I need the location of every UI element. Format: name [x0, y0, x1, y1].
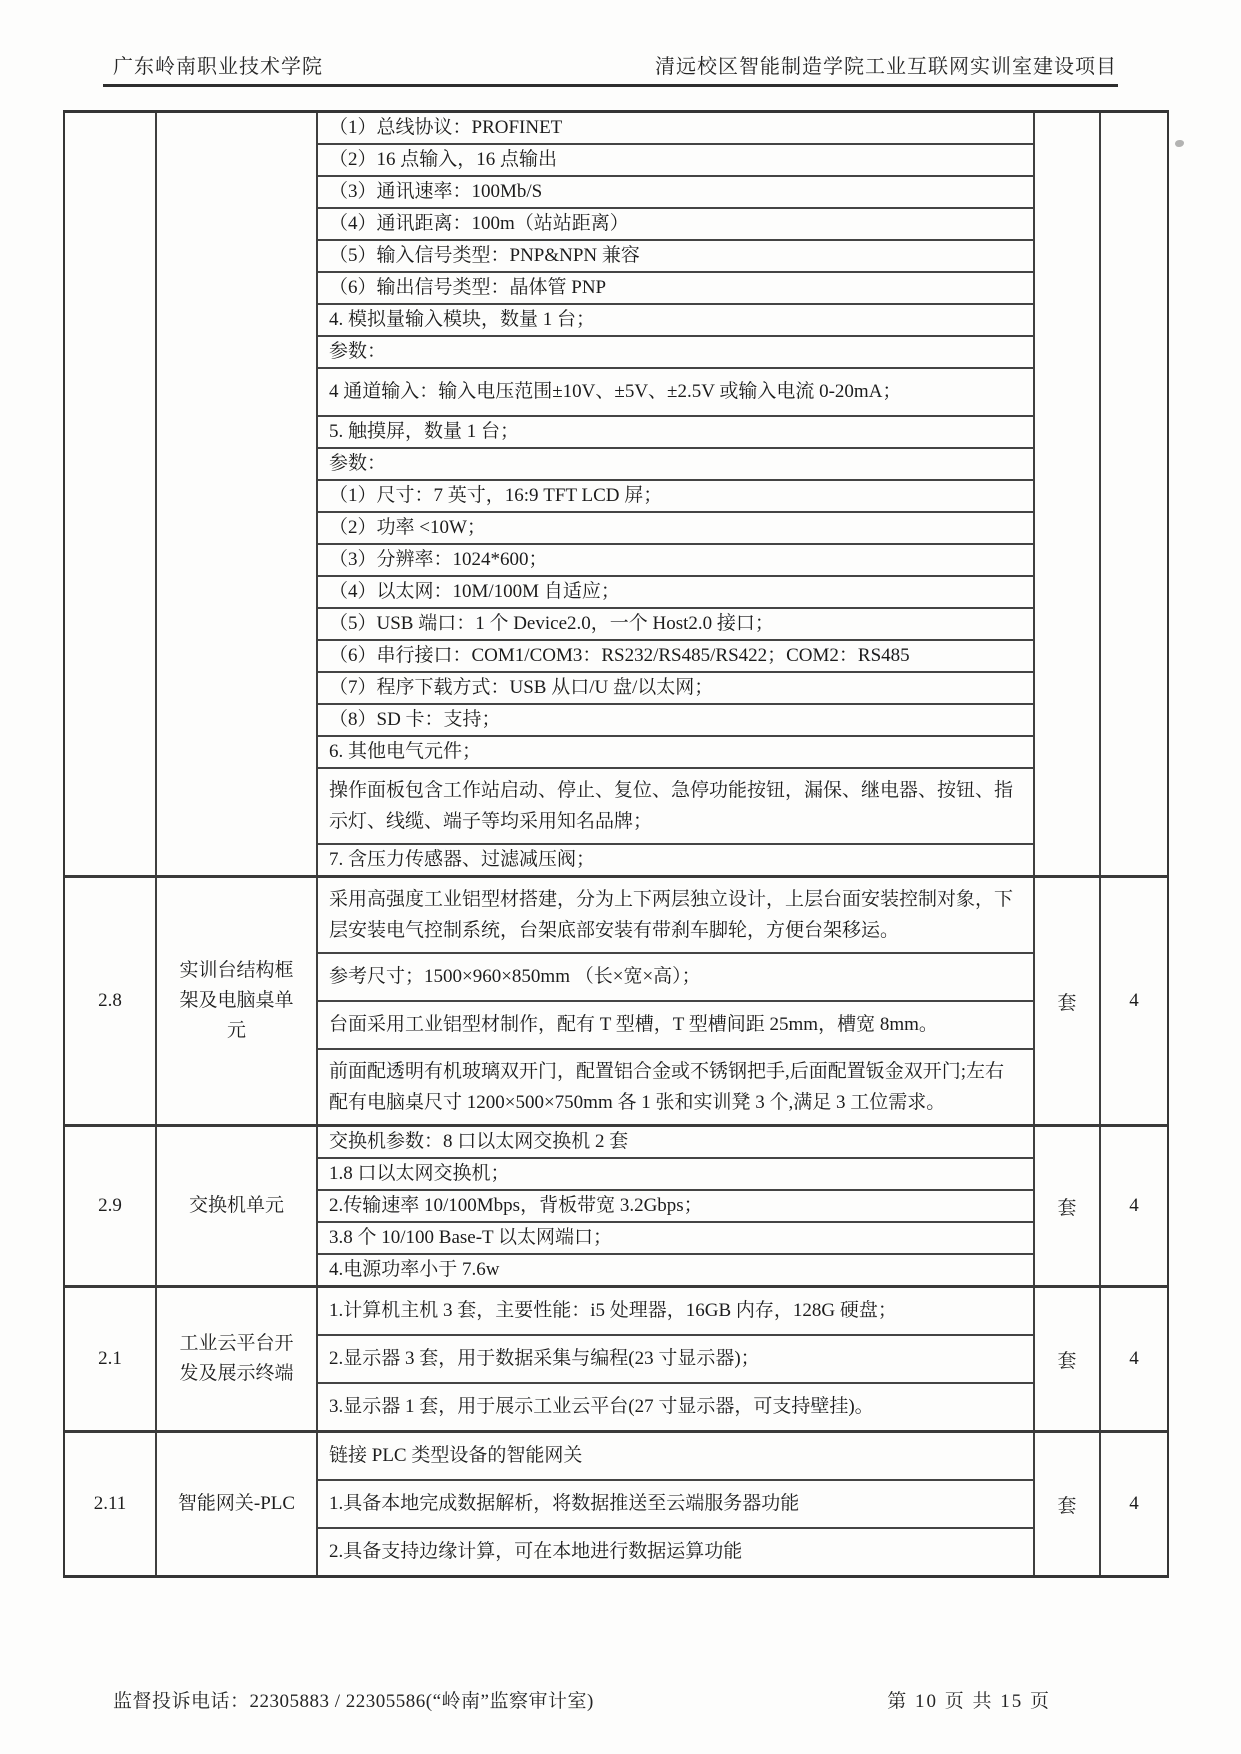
- detail-row: 4 通道输入：输入电压范围±10V、±5V、±2.5V 或输入电流 0-20mA；: [318, 369, 1033, 417]
- detail-row: （2）16 点输入，16 点输出: [318, 145, 1033, 177]
- detail-row: 前面配透明有机玻璃双开门，配置铝合金或不锈钢把手,后面配置钣金双开门;左右配有电脑桌尺寸 1200×500×750mm 各 1 张和实训凳 3 个,满足 3 工位需求。: [329, 1061, 1005, 1113]
- quantity-cell: [1099, 113, 1167, 875]
- footer-complaint-phone: 监督投诉电话：22305883 / 22305586(“岭南”监察审计室): [113, 1691, 594, 1712]
- detail-row: （6）输出信号类型：晶体管 PNP: [318, 273, 1033, 305]
- detail-row: 4. 模拟量输入模块，数量 1 台；: [318, 305, 1033, 337]
- table-section: [65, 1127, 1167, 1288]
- table-section: [65, 878, 1167, 1127]
- item-details-column: [316, 878, 1033, 1124]
- detail-row: 采用高强度工业铝型材搭建，分为上下两层独立设计，上层台面安装控制对象，下层安装电气控制系统，台架底部安装有带刹车脚轮，方便台架移运。: [318, 878, 1033, 954]
- detail-row: 交换机参数：8 口以太网交换机 2 套: [318, 1127, 1033, 1159]
- unit-cell: 套: [1033, 1433, 1099, 1575]
- detail-row: （1）总线协议：PROFINET: [318, 113, 1033, 145]
- item-details-column: [316, 1433, 1033, 1575]
- item-name-cell: [155, 113, 316, 875]
- item-number-cell: 2.9: [98, 1195, 122, 1216]
- detail-row: 3.显示器 1 套，用于展示工业云平台(27 寸显示器，可支持壁挂)。: [329, 1396, 874, 1417]
- item-name-cell: 实训台结构框架及电脑桌单元: [155, 878, 316, 1124]
- quantity-cell: 4: [1099, 1433, 1167, 1575]
- item-number-cell: 2.8: [98, 990, 122, 1011]
- detail-row: 链接 PLC 类型设备的智能网关: [318, 1433, 1033, 1481]
- detail-row: 2.传输速率 10/100Mbps，背板带宽 3.2Gbps；: [318, 1191, 1033, 1223]
- detail-row: 参考尺寸；1500×960×850mm （长×宽×高）；: [318, 954, 1033, 1002]
- detail-row: 4.电源功率小于 7.6w: [329, 1259, 500, 1280]
- item-number-cell: 2.11: [93, 1493, 127, 1514]
- table-section: [65, 1288, 1167, 1433]
- header-project-name: 清远校区智能制造学院工业互联网实训室建设项目: [655, 56, 1117, 78]
- table-section: [65, 113, 1167, 878]
- detail-row: （5）USB 端口：1 个 Device2.0，一个 Host2.0 接口；: [318, 609, 1033, 641]
- item-details-column: [316, 1288, 1033, 1430]
- detail-row: 5. 触摸屏，数量 1 台；: [318, 417, 1033, 449]
- quantity-cell: 4: [1099, 1288, 1167, 1430]
- detail-row: 6. 其他电气元件；: [318, 737, 1033, 769]
- scan-artifact: [1175, 140, 1184, 147]
- detail-row: 1.计算机主机 3 套，主要性能：i5 处理器，16GB 内存，128G 硬盘；: [318, 1288, 1033, 1336]
- item-name-cell: 工业云平台开发及展示终端: [155, 1288, 316, 1430]
- item-number-cell: 2.1: [98, 1348, 122, 1369]
- detail-row: （2）功率 <10W；: [318, 513, 1033, 545]
- header-rule: [103, 84, 1118, 87]
- detail-row: 操作面板包含工作站启动、停止、复位、急停功能按钮，漏保、继电器、按钮、指示灯、线缆、端子等均采用知名品牌；: [318, 769, 1033, 845]
- detail-row: （5）输入信号类型：PNP&NPN 兼容: [318, 241, 1033, 273]
- detail-row: （4）通讯距离：100m（站站距离）: [318, 209, 1033, 241]
- detail-row: 参数：: [318, 449, 1033, 481]
- footer-page-number: 第 10 页 共 15 页: [887, 1691, 1051, 1712]
- detail-row: 7. 含压力传感器、过滤减压阀；: [329, 849, 596, 870]
- item-details-column: [316, 1127, 1033, 1285]
- detail-row: 台面采用工业铝型材制作，配有 T 型槽，T 型槽间距 25mm，槽宽 8mm。: [318, 1002, 1033, 1050]
- quantity-cell: 4: [1099, 878, 1167, 1124]
- detail-row: （4）以太网：10M/100M 自适应；: [318, 577, 1033, 609]
- item-number-cell: [65, 113, 155, 875]
- detail-row: （7）程序下载方式：USB 从口/U 盘/以太网；: [318, 673, 1033, 705]
- detail-row: （3）分辨率：1024*600；: [318, 545, 1033, 577]
- item-name-cell: 智能网关-PLC: [155, 1433, 316, 1575]
- detail-row: （6）串行接口：COM1/COM3：RS232/RS485/RS422；COM2：RS485: [318, 641, 1033, 673]
- unit-cell: 套: [1033, 878, 1099, 1124]
- detail-row: 2.具备支持边缘计算，可在本地进行数据运算功能: [329, 1541, 743, 1562]
- detail-row: 3.8 个 10/100 Base-T 以太网端口；: [318, 1223, 1033, 1255]
- table-section: [65, 1433, 1167, 1575]
- detail-row: 1.8 口以太网交换机；: [318, 1159, 1033, 1191]
- unit-cell: 套: [1033, 1288, 1099, 1430]
- detail-row: （8）SD 卡：支持；: [318, 705, 1033, 737]
- item-name-cell: 交换机单元: [155, 1127, 316, 1285]
- detail-row: 1.具备本地完成数据解析，将数据推送至云端服务器功能: [318, 1481, 1033, 1529]
- unit-cell: 套: [1033, 1127, 1099, 1285]
- unit-cell: [1033, 113, 1099, 875]
- spec-table: [63, 110, 1169, 1578]
- detail-row: 参数：: [318, 337, 1033, 369]
- detail-row: 2.显示器 3 套，用于数据采集与编程(23 寸显示器)；: [318, 1336, 1033, 1384]
- detail-row: （1）尺寸：7 英寸，16:9 TFT LCD 屏；: [318, 481, 1033, 513]
- header-school-name: 广东岭南职业技术学院: [113, 56, 323, 78]
- detail-row: （3）通讯速率：100Mb/S: [318, 177, 1033, 209]
- quantity-cell: 4: [1099, 1127, 1167, 1285]
- item-details-column: [316, 113, 1033, 875]
